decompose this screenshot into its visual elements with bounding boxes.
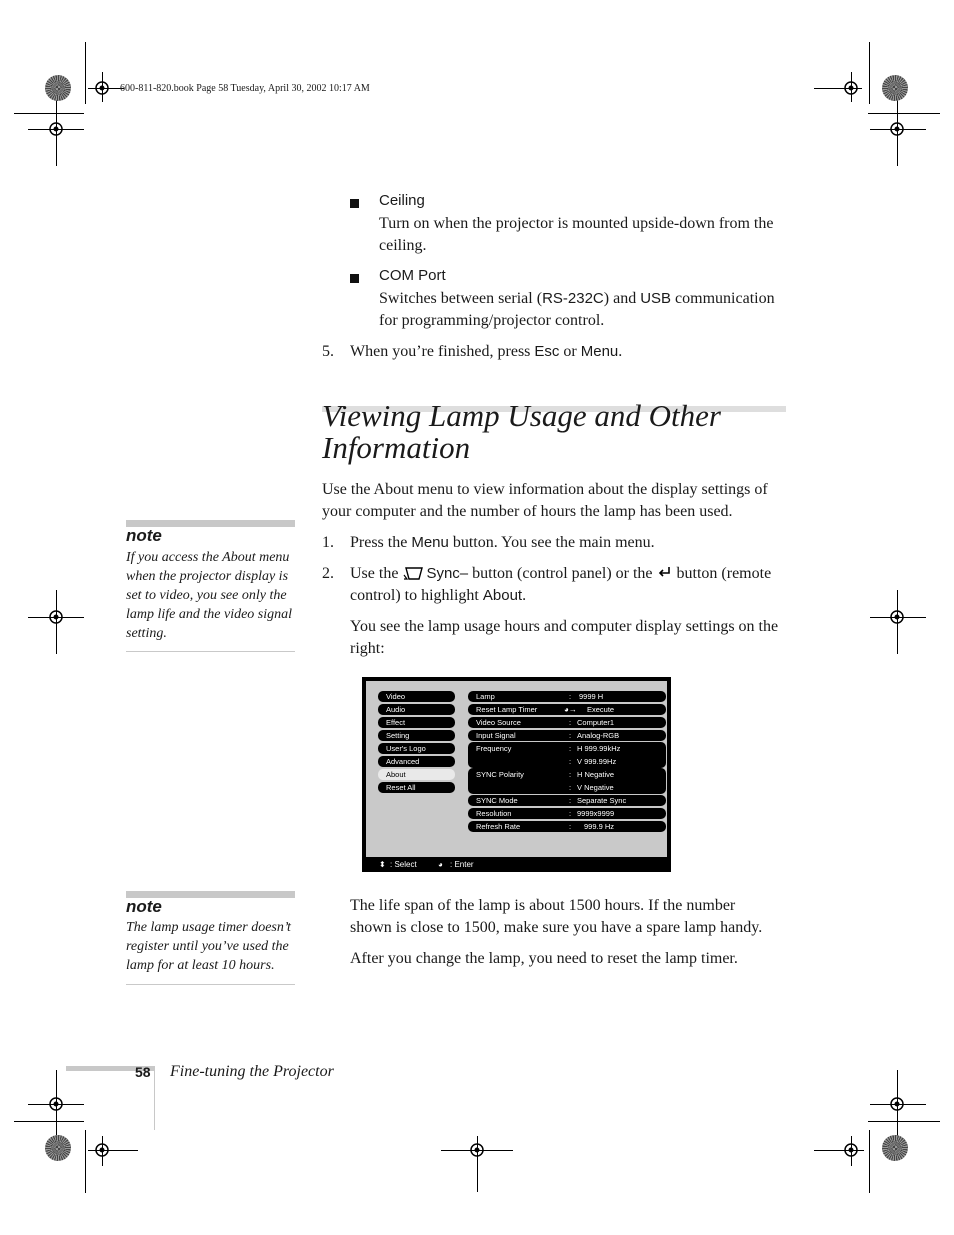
osd-select-hint: : Select — [390, 860, 417, 869]
color-dial-icon — [882, 1135, 908, 1161]
enter-arrow-icon — [657, 565, 673, 579]
osd-enter-hint: : Enter — [450, 860, 474, 869]
step-text: Press the Menu button. You see the main menu. — [350, 534, 655, 551]
osd-panel — [366, 681, 667, 857]
registration-target-icon — [841, 1140, 861, 1160]
osd-menu-item: Setting — [378, 730, 455, 741]
osd-info-row: SYNC Mode : Separate Sync — [468, 795, 666, 806]
step-text: When you’re finished, press Esc or Menu. — [350, 343, 623, 360]
note-divider — [126, 984, 295, 985]
osd-enter-icon: ◕ — [438, 860, 443, 869]
registration-target-icon — [46, 119, 66, 139]
bullet-text: Switches between serial (RS-232C) and USB communication for programming/projector control. — [379, 290, 775, 329]
osd-info-row: Refresh Rate : 999.9 Hz — [468, 821, 666, 832]
osd-info-row: : V Negative — [569, 783, 614, 792]
osd-info-block — [468, 768, 666, 794]
registration-target-icon — [467, 1140, 487, 1160]
bullet-title: COM Port — [379, 267, 446, 284]
osd-info-row: SYNC Polarity : H Negative — [476, 770, 615, 779]
code-term: USB — [640, 290, 672, 307]
registration-target-icon — [887, 607, 907, 627]
osd-info-row: Frequency : H 999.99kHz — [476, 744, 621, 753]
registration-target-icon — [887, 1094, 907, 1114]
step-number: 2. — [322, 565, 334, 582]
osd-info-row: : V 999.99Hz — [569, 757, 617, 766]
lamp-life-paragraph: The life span of the lamp is about 1500 hours. If the number shown is close to 1500, make sure you have a spare lamp handy. — [350, 897, 763, 936]
registration-target-icon — [841, 78, 861, 98]
sync-button-icon — [402, 565, 426, 581]
key-label: Sync– — [426, 565, 469, 582]
osd-menu-item: User's Logo — [378, 743, 455, 754]
bullet-square — [350, 270, 359, 288]
key-label: About — [482, 587, 523, 604]
about-menu-screenshot — [362, 677, 671, 872]
osd-footer — [362, 857, 671, 872]
step-followup: You see the lamp usage hours and computer display settings on the right: — [350, 618, 779, 657]
up-down-arrow-icon: ⬍ — [379, 860, 386, 869]
note-title: note — [126, 897, 162, 916]
footer-rule — [154, 1066, 155, 1130]
section-heading: Viewing Lamp Usage and Other Information — [322, 398, 721, 465]
osd-menu-item-selected: About — [378, 769, 455, 780]
step-number: 5. — [322, 343, 334, 360]
osd-enter-icon: ◕→ — [564, 705, 577, 714]
osd-info-row: Lamp : 9999 H — [468, 691, 666, 702]
key-label: Menu — [580, 343, 619, 360]
bullet-title: Ceiling — [379, 192, 425, 209]
step-text: Use the Sync– button (control panel) or the button (remote control) to highlight About. — [350, 565, 772, 604]
bullet-text: Turn on when the projector is mounted upside-down from the ceiling. — [379, 215, 774, 254]
registration-target-icon — [92, 78, 112, 98]
color-dial-icon — [45, 1135, 71, 1161]
osd-menu-item: Video — [378, 691, 455, 702]
osd-info-block — [468, 742, 666, 768]
osd-info-row: Video Source : Computer1 — [468, 717, 666, 728]
osd-info-row: Resolution : 9999x9999 — [468, 808, 666, 819]
note-text: If you access the About menu when the projector display is set to video, you see only the lamp life and the video signal setting. — [126, 550, 293, 641]
osd-info-row: Input Signal : Analog-RGB — [468, 730, 666, 741]
note-title: note — [126, 526, 162, 545]
chapter-title: Fine-tuning the Projector — [170, 1063, 334, 1080]
note-divider — [126, 651, 295, 652]
key-label: Menu — [411, 534, 449, 551]
file-info-header: 600-811-820.book Page 58 Tuesday, April 30, 2002 10:17 AM — [120, 83, 370, 94]
registration-target-icon — [46, 607, 66, 627]
osd-info-row: Reset Lamp Timer ◕→ Execute — [468, 704, 666, 715]
note-text: The lamp usage timer doesn’t register until you’ve used the lamp for at least 10 hours. — [126, 920, 291, 973]
color-dial-icon — [882, 75, 908, 101]
osd-menu-item: Advanced — [378, 756, 455, 767]
osd-menu-item: Reset All — [378, 782, 455, 793]
osd-menu-item: Effect — [378, 717, 455, 728]
section-intro: Use the About menu to view information about the display settings of your computer and the number of hours the lamp has been used. — [322, 481, 768, 520]
code-term: RS-232C — [542, 290, 604, 307]
registration-target-icon — [92, 1140, 112, 1160]
bullet-square — [350, 195, 359, 213]
page-number: 58 — [135, 1064, 151, 1080]
registration-target-icon — [46, 1094, 66, 1114]
registration-target-icon — [887, 119, 907, 139]
reset-timer-paragraph: After you change the lamp, you need to reset the lamp timer. — [350, 950, 738, 967]
step-number: 1. — [322, 534, 334, 551]
color-dial-icon — [45, 75, 71, 101]
key-label: Esc — [534, 343, 560, 360]
osd-menu-item: Audio — [378, 704, 455, 715]
